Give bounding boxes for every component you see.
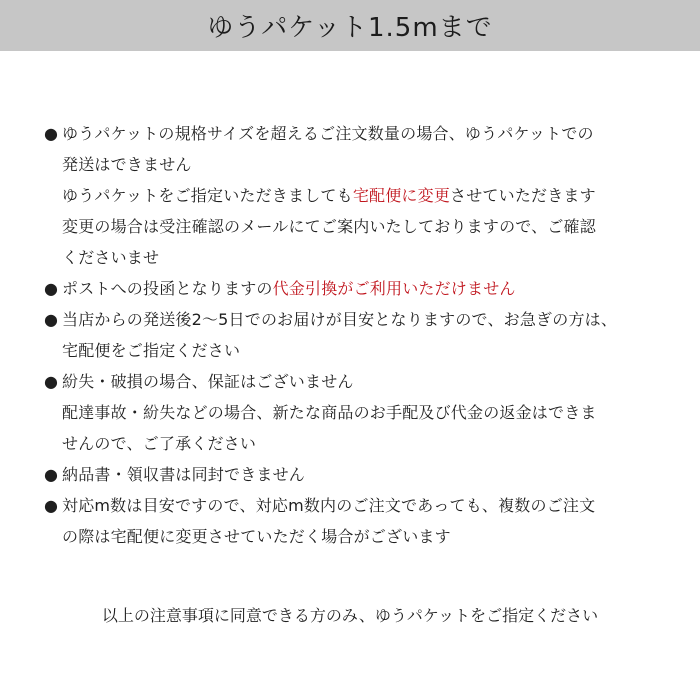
notice-line [62, 335, 684, 366]
notice-item [44, 490, 684, 552]
notice-text: 当店からの発送後2～5日でのお届けが目安となりますので、お急ぎの方は、 [62, 310, 618, 329]
bullet-icon: ● [44, 496, 58, 515]
notice-line [62, 490, 684, 521]
notice-line [62, 118, 684, 149]
notice-text: ゆうパケットの規格サイズを超えるご注文数量の場合、ゆうパケットでの [62, 124, 594, 143]
notice-line [62, 521, 684, 552]
bullet-icon: ● [44, 279, 58, 298]
notice-line [62, 180, 684, 211]
notice-text: 紛失・破損の場合、保証はございません [62, 372, 354, 391]
notice-item [44, 304, 684, 366]
notice-line [62, 459, 684, 490]
notice-line [62, 428, 684, 459]
highlight-text: 宅配便に変更 [352, 186, 451, 205]
notice-text: くださいませ [62, 248, 160, 267]
notice-text: ポストへの投函となりますの [62, 279, 273, 298]
notice-line [62, 366, 684, 397]
notice-text: 対応m数は目安ですので、対応m数内のご注文であっても、複数のご注文 [62, 496, 596, 515]
notice-line [62, 149, 684, 180]
notice-item [44, 366, 684, 459]
notice-line [62, 304, 684, 335]
notice-text: ゆうパケットをご指定いただきましても [62, 186, 353, 205]
highlight-text: 代金引換がご利用いただけません [272, 279, 516, 298]
notice-text: 変更の場合は受注確認のメールにてご案内いたしておりますので、ご確認 [62, 217, 596, 236]
notice-item [44, 459, 684, 490]
notice-text: せんので、ご了承ください [62, 434, 257, 453]
bullet-icon: ● [44, 465, 58, 484]
notice-line [62, 397, 684, 428]
notice-text: 納品書・領収書は同封できません [62, 465, 306, 484]
page-title: ゆうパケット1.5mまで [207, 13, 493, 43]
notice-text: の際は宅配便に変更させていただく場合がございます [62, 527, 451, 546]
bullet-icon: ● [44, 372, 58, 391]
header-bar [0, 0, 700, 51]
bullet-icon: ● [44, 124, 58, 143]
notice-text: 配達事故・紛失などの場合、新たな商品のお手配及び代金の返金はできま [62, 403, 597, 422]
notice-line [62, 273, 684, 304]
footer-note: 以上の注意事項に同意できる方のみ、ゆうパケットをご指定ください [101, 606, 599, 625]
notice-text: 宅配便をご指定ください [62, 341, 241, 360]
bullet-icon: ● [44, 310, 58, 329]
notice-line [62, 242, 684, 273]
notice-text: 発送はできません [62, 155, 192, 174]
notice-item [44, 118, 684, 273]
notice-text: させていただきます [450, 186, 596, 205]
notice-line [62, 211, 684, 242]
notice-item [44, 273, 684, 304]
notice-list [44, 118, 684, 552]
